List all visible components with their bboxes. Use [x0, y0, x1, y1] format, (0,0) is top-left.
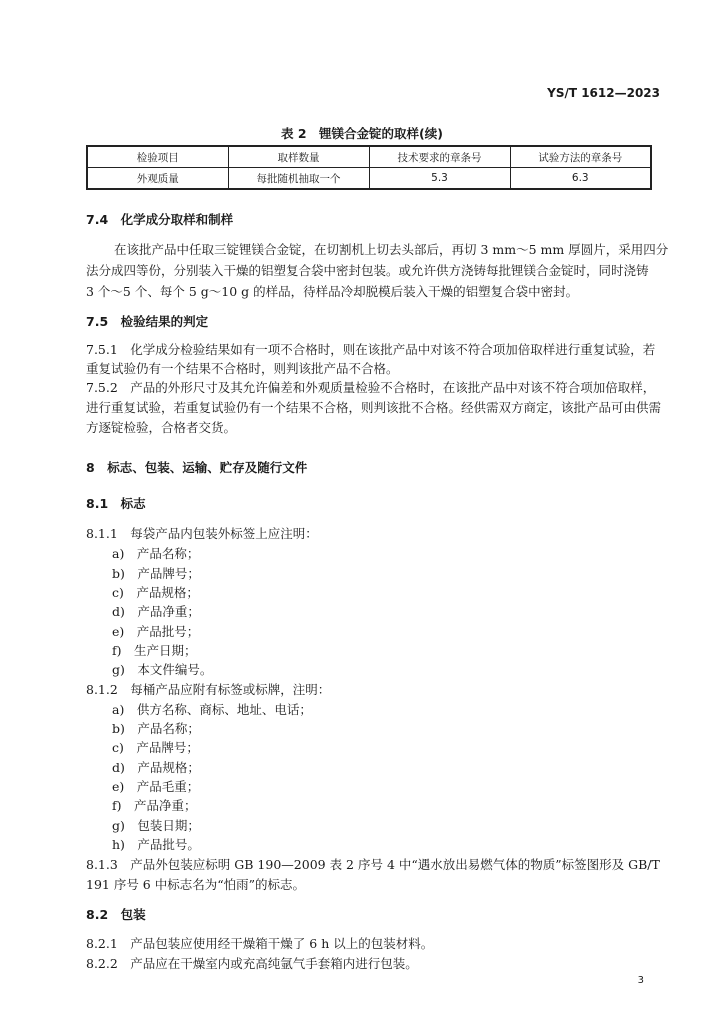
list-item: f) 产品净重； — [112, 798, 197, 813]
section-8-2-1: 8.2.1 产品包装应使用经干燥箱干燥了 6 h 以上的包装材料。 — [86, 936, 434, 951]
section-8-1-3-line: 8.1.3 产品外包装应标明 GB 190—2009 表 2 序号 4 中“遇水放出易燃气体的物质”标签图形及 GB/T — [86, 857, 660, 872]
table-header-row — [87, 146, 651, 168]
page-number: 3 — [637, 975, 644, 986]
list-item: h) 产品批号。 — [112, 837, 200, 852]
list-item: g) 本文件编号。 — [112, 662, 213, 677]
list-item: c) 产品牌号； — [112, 740, 199, 755]
list-item: a) 产品名称； — [112, 546, 200, 561]
list-item: c) 产品规格； — [112, 585, 199, 600]
section-7-4-line: 法分成四等份，分别装入干燥的铝塑复合袋中密封包装。或允许供方浇铸每批锂镁合金锭时，同时浇铸 — [86, 263, 649, 278]
list-item: b) 产品牌号； — [112, 566, 200, 581]
section-7-5-1-line: 7.5.1 化学成分检验结果如有一项不合格时，则在该批产品中对该不符合项加倍取样进行重复试验，若 — [86, 342, 656, 357]
section-7-4-line: 3 个～5 个、每个 5 g～10 g 的样品，待样品冷却脱模后装入干燥的铝塑复合袋中密封。 — [86, 284, 579, 299]
table-cell: 5.3 — [369, 168, 510, 190]
section-7-5-heading: 7.5 检验结果的判定 — [86, 314, 209, 329]
list-item: d) 产品规格； — [112, 760, 200, 775]
section-8-1-3-line: 191 序号 6 中标志名为“怕雨”的标志。 — [86, 877, 306, 892]
list-item: e) 产品毛重； — [112, 779, 200, 794]
section-8-1-2-intro: 8.1.2 每桶产品应附有标签或标牌，注明： — [86, 682, 331, 697]
standard-number: YS/T 1612—2023 — [547, 86, 660, 100]
section-7-4-heading: 7.4 化学成分取样和制样 — [86, 212, 234, 227]
section-8-2-2: 8.2.2 产品应在干燥室内或充高纯氩气手套箱内进行包装。 — [86, 956, 418, 971]
list-item: e) 产品批号； — [112, 624, 200, 639]
list-item: g) 包装日期； — [112, 818, 200, 833]
section-7-5-2-line: 方逐锭检验，合格者交货。 — [86, 420, 237, 435]
table-cell: 外观质量 — [87, 168, 228, 190]
section-8-2-heading: 8.2 包装 — [86, 907, 146, 922]
section-7-4-line: 在该批产品中任取三锭锂镁合金锭，在切割机上切去头部后，再切 3 mm～5 mm 厚圆片，采用四分 — [114, 242, 669, 257]
section-8-1-1-intro: 8.1.1 每袋产品内包装外标签上应注明： — [86, 526, 318, 541]
list-item: b) 产品名称； — [112, 721, 200, 736]
section-7-5-2-line: 7.5.2 产品的外形尺寸及其允许偏差和外观质量检验不合格时，在该批产品中对该不符合项加倍取样， — [86, 380, 656, 395]
table-header-cell: 技术要求的章条号 — [369, 146, 510, 168]
table-caption: 表 2 锂镁合金锭的取样(续) — [281, 126, 443, 141]
section-7-5-2-line: 进行重复试验，若重复试验仍有一个结果不合格，则判该批不合格。经供需双方商定，该批产品可由供需 — [86, 400, 662, 415]
table-header-cell: 取样数量 — [228, 146, 369, 168]
section-8-1-heading: 8.1 标志 — [86, 496, 146, 511]
table-row — [87, 168, 651, 190]
table-header-cell: 检验项目 — [87, 146, 228, 168]
section-8-heading: 8 标志、包装、运输、贮存及随行文件 — [86, 460, 308, 475]
table-header-cell: 试验方法的章条号 — [510, 146, 651, 168]
list-item: a) 供方名称、商标、地址、电话； — [112, 702, 312, 717]
list-item: f) 生产日期； — [112, 643, 197, 658]
section-7-5-1-line: 重复试验仍有一个结果不合格时，则判该批产品不合格。 — [86, 361, 399, 376]
table-cell: 每批随机抽取一个 — [228, 168, 369, 190]
sampling-table — [86, 145, 652, 190]
table-cell: 6.3 — [510, 168, 651, 190]
list-item: d) 产品净重； — [112, 604, 200, 619]
